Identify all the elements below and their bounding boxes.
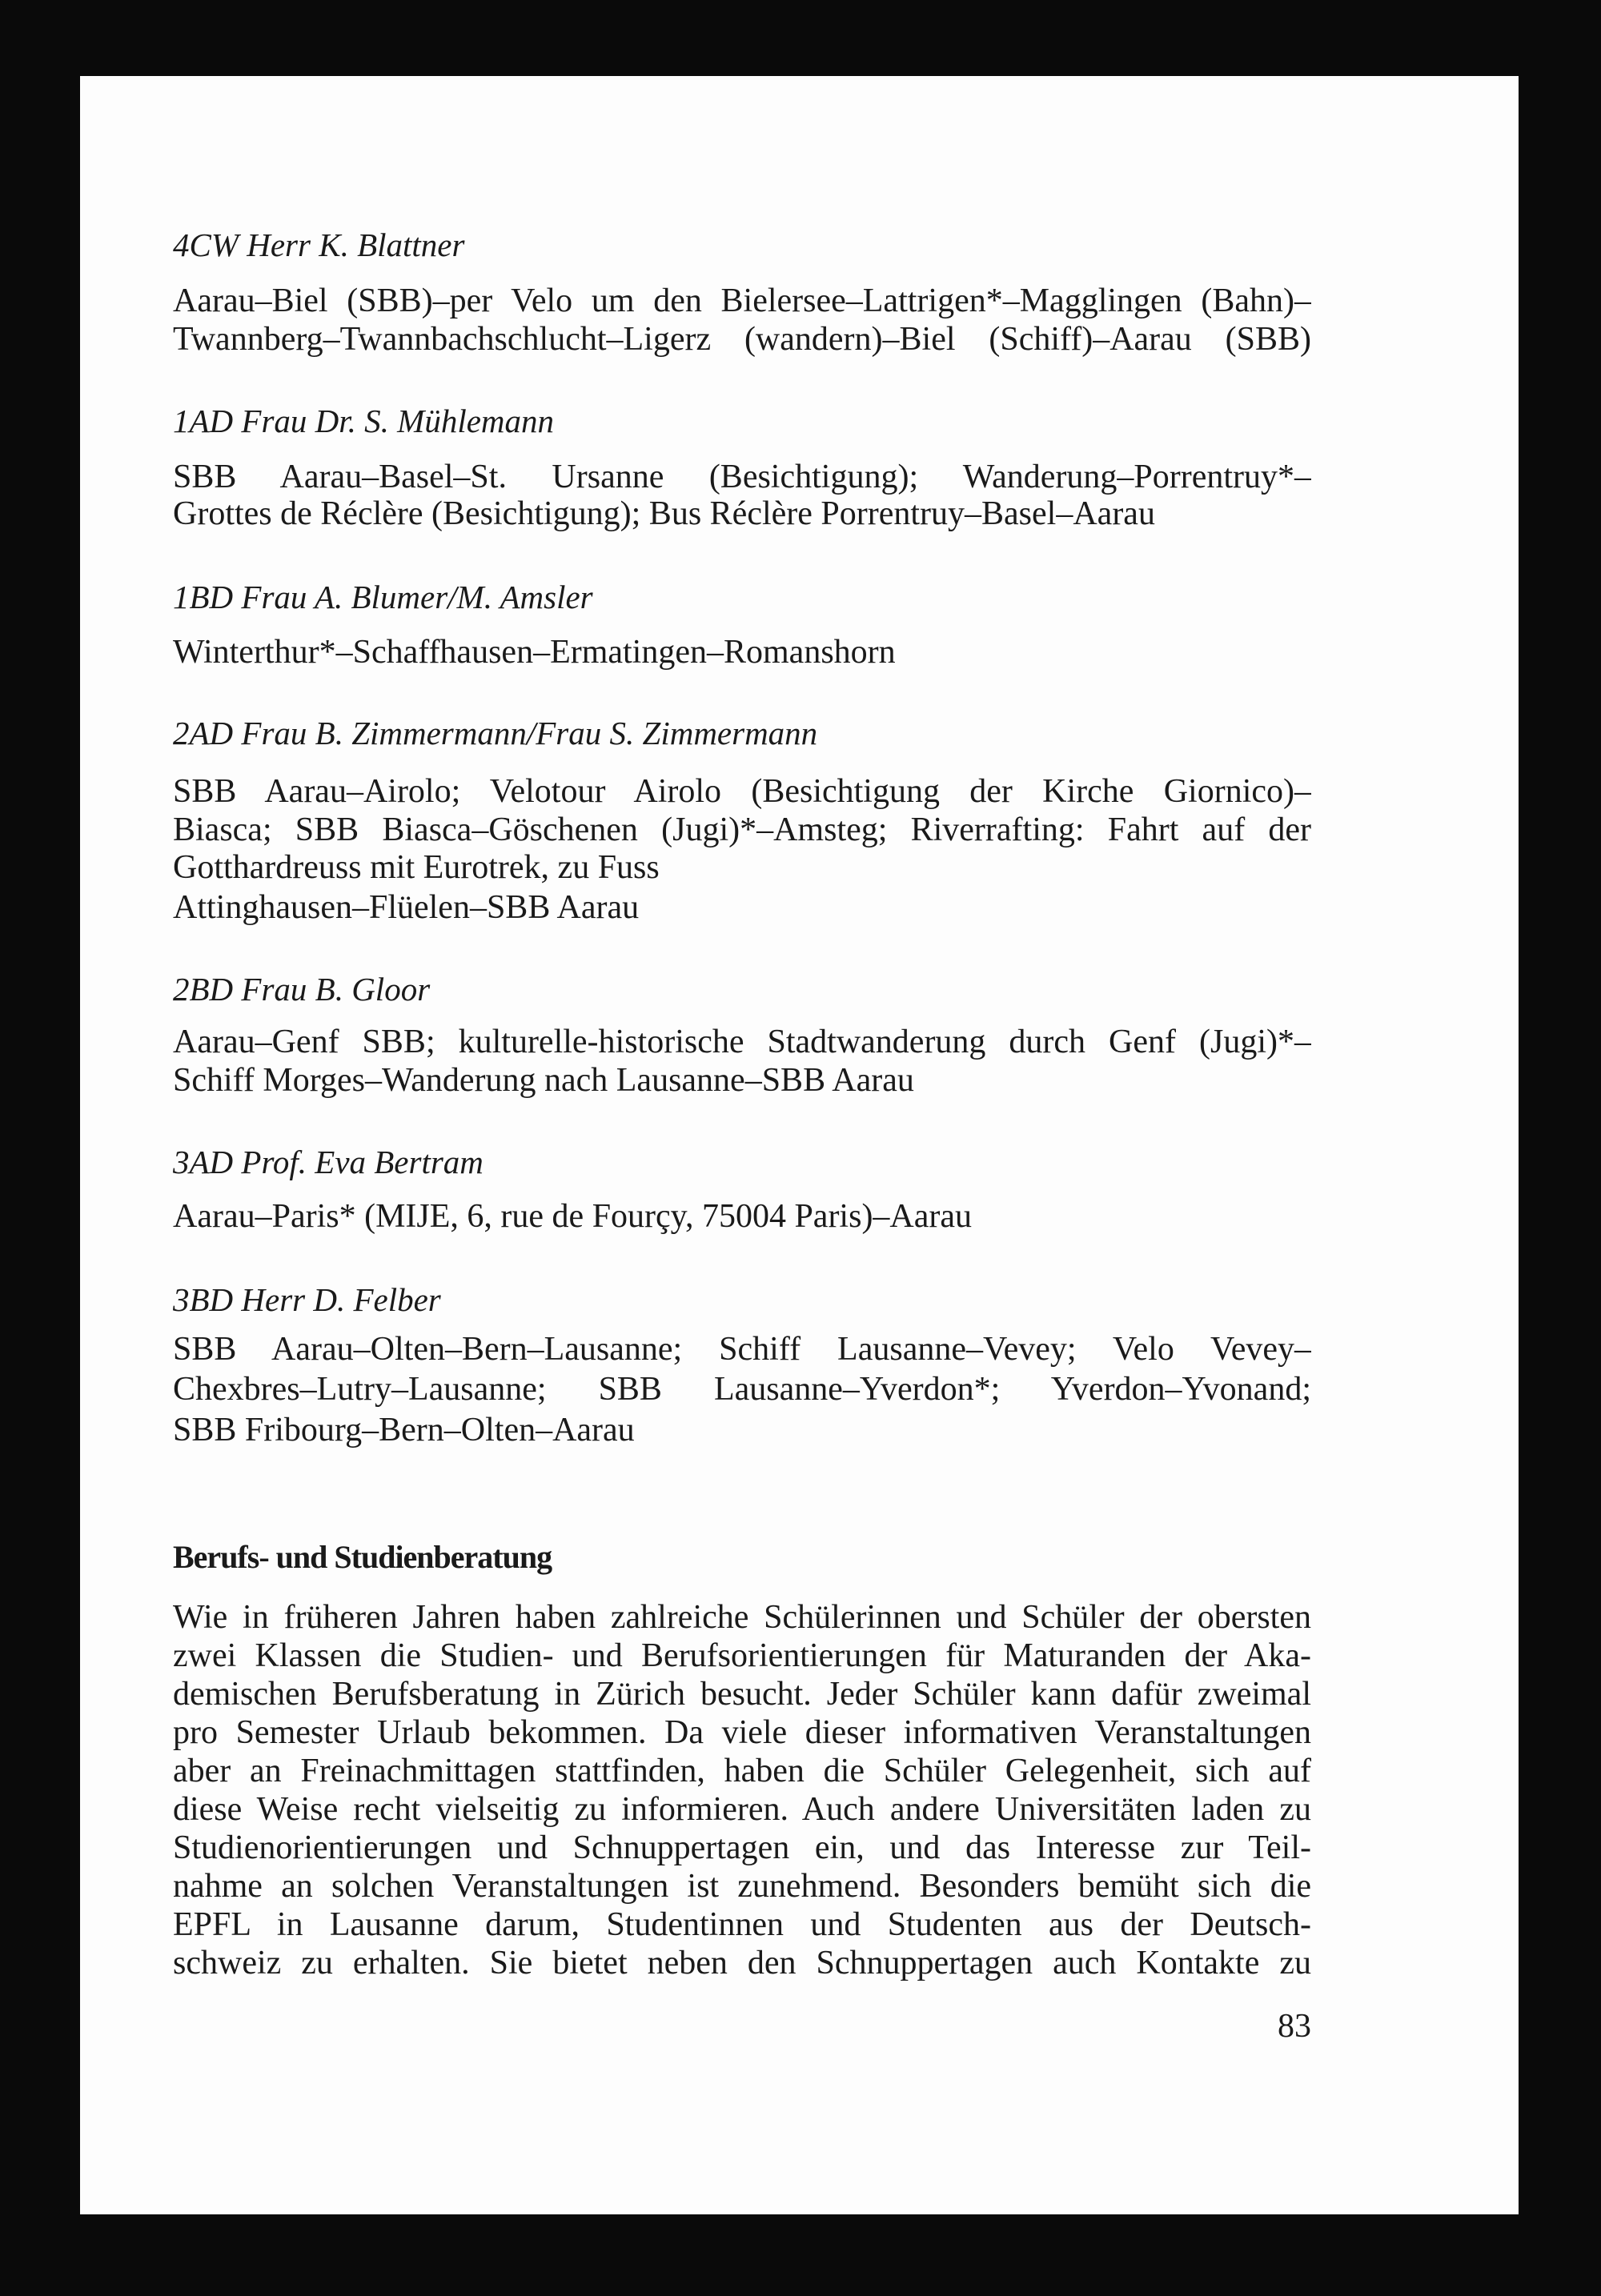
section-line: Gotthardreuss mit Eurotrek, zu Fuss — [173, 849, 660, 886]
section-line: SBB Aarau–Olten–Bern–Lausanne; Schiff Lausanne–Vevey; Velo Vevey– — [173, 1331, 1311, 1368]
section-heading: 3BD Herr D. Felber — [173, 1281, 441, 1318]
section-heading: 2BD Frau B. Gloor — [173, 971, 431, 1008]
article-title: Berufs- und Studienberatung — [173, 1539, 552, 1575]
section-line: SBB Aarau–Airolo; Velotour Airolo (Besichtigung der Kirche Giornico)– — [173, 773, 1311, 810]
paragraph-line: nahme an solchen Veranstaltungen ist zunehmend. Besonders bemüht sich die — [173, 1868, 1311, 1905]
section-line: Schiff Morges–Wanderung nach Lausanne–SBB Aarau — [173, 1062, 914, 1099]
section-line: Biasca; SBB Biasca–Göschenen (Jugi)*–Amsteg; Riverrafting: Fahrt auf der — [173, 811, 1311, 848]
section-line: Chexbres–Lutry–Lausanne; SBB Lausanne–Yverdon*; Yverdon–Yvonand; — [173, 1371, 1311, 1408]
section-line: SBB Fribourg–Bern–Olten–Aarau — [173, 1412, 635, 1449]
section-heading: 3AD Prof. Eva Bertram — [173, 1144, 484, 1180]
paragraph-line: zwei Klassen die Studien- und Berufsorientierungen für Maturanden der Aka- — [173, 1637, 1311, 1674]
section-line: Attinghausen–Flüelen–SBB Aarau — [173, 889, 640, 926]
section-line: Aarau–Paris* (MIJE, 6, rue de Fourçy, 75004 Paris)–Aarau — [173, 1198, 973, 1235]
section-line: Aarau–Genf SBB; kulturelle-historische Stadtwanderung durch Genf (Jugi)*– — [173, 1024, 1311, 1060]
section-line: Aarau–Biel (SBB)–per Velo um den Bielersee–Lattrigen*–Magglingen (Bahn)– — [173, 282, 1311, 319]
paragraph-line: EPFL in Lausanne darum, Studentinnen und Studenten aus der Deutsch- — [173, 1906, 1311, 1943]
paragraph-line: aber an Freinachmittagen stattfinden, haben die Schüler Gelegenheit, sich auf — [173, 1753, 1311, 1789]
paragraph-line: schweiz zu erhalten. Sie bietet neben den Schnuppertagen auch Kontakte zu — [173, 1945, 1311, 1981]
paragraph-line: Studienorientierungen und Schnuppertagen ein, und das Interesse zur Teil- — [173, 1829, 1311, 1866]
page-number: 83 — [1278, 2008, 1311, 2045]
section-line: Twannberg–Twannbachschlucht–Ligerz (wandern)–Biel (Schiff)–Aarau (SBB) — [173, 321, 1311, 358]
section-heading: 1BD Frau A. Blumer/M. Amsler — [173, 579, 593, 615]
section-line: Grottes de Réclère (Besichtigung); Bus Réclère Porrentruy–Basel–Aarau — [173, 495, 1155, 532]
paragraph-line: Wie in früheren Jahren haben zahlreiche Schülerinnen und Schüler der obersten — [173, 1599, 1311, 1636]
section-heading: 4CW Herr K. Blattner — [173, 226, 465, 263]
paragraph-line: demischen Berufsberatung in Zürich besucht. Jeder Schüler kann dafür zweimal — [173, 1676, 1311, 1713]
section-line: SBB Aarau–Basel–St. Ursanne (Besichtigung); Wanderung–Porrentruy*– — [173, 459, 1311, 495]
section-line: Winterthur*–Schaffhausen–Ermatingen–Romanshorn — [173, 634, 896, 671]
paragraph-line: diese Weise recht vielseitig zu informieren. Auch andere Universitäten laden zu — [173, 1791, 1311, 1828]
section-heading: 2AD Frau B. Zimmermann/Frau S. Zimmermann — [173, 715, 818, 751]
section-heading: 1AD Frau Dr. S. Mühlemann — [173, 403, 555, 439]
paragraph-line: pro Semester Urlaub bekommen. Da viele dieser informativen Veranstaltungen — [173, 1714, 1311, 1751]
